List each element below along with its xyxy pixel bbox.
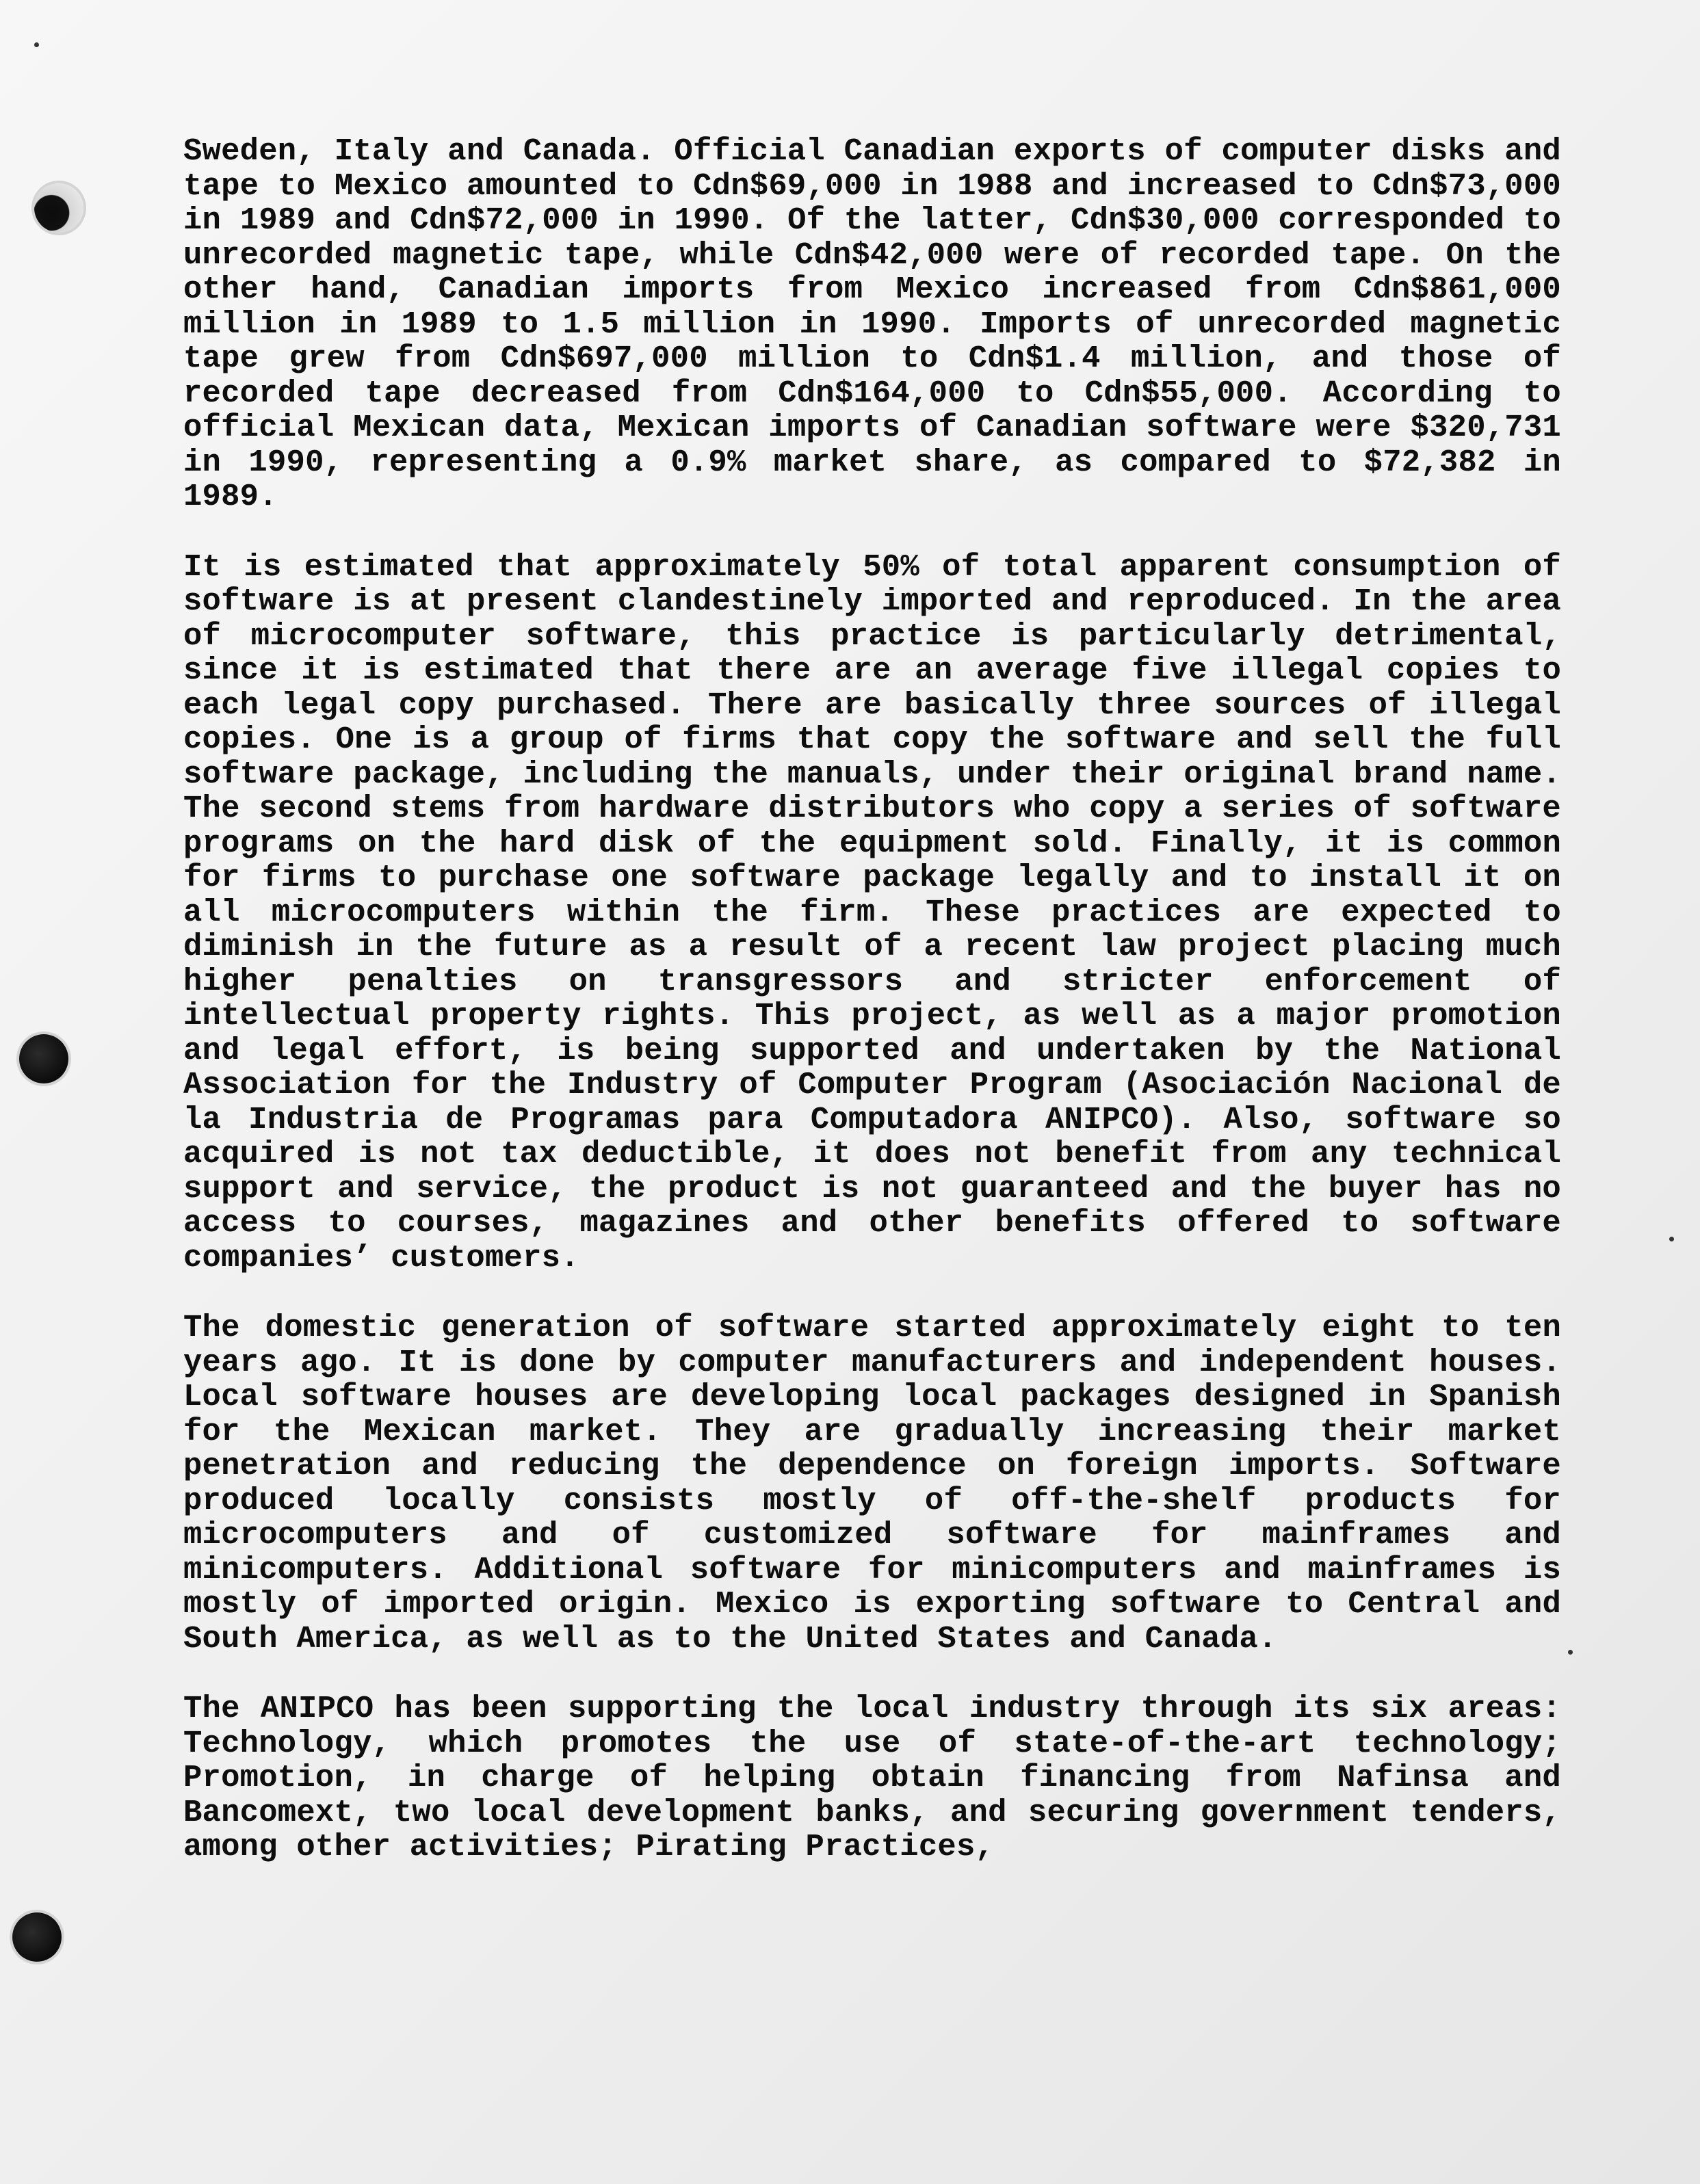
body-text (183, 134, 1561, 1900)
punch-hole-top (34, 183, 83, 233)
paragraph-anipco: The ANIPCO has been supporting the local industry through its six areas: Technology, which promotes the use of state-of-the-art technology; Promotion, in charge of helping obtain financing from Nafinsa and Bancomext, two local development banks, and securing government tenders, among other activities; Pirating Practices, (183, 1691, 1561, 1865)
paragraph-domestic-software: The domestic generation of software started approximately eight to ten years ago. It is done by computer manufacturers and independent houses. Local software houses are developing local packages designed in Spanish for the Mexican market. They are gradually increasing their market penetration and reducing the dependence on foreign imports. Software produced locally consists mostly of off-the-shelf products for microcomputers and of customized software for mainframes and minicomputers. Additional software for minicomputers and mainframes is mostly of imported origin. Mexico is exporting software to Central and South America, as well as to the United States and Canada. (183, 1310, 1561, 1657)
punch-hole-bottom (12, 1912, 62, 1962)
punch-hole-middle (19, 1034, 68, 1083)
scan-speck (1568, 1650, 1573, 1655)
paragraph-software-piracy: It is estimated that approximately 50% of total apparent consumption of software is at present clandestinely imported and reproduced. In the area of microcomputer software, this practice is particularly detrimental, since it is estimated that there are an average five illegal copies to each legal copy purchased. There are basically three sources of illegal copies. One is a group of firms that copy the software and sell the full software package, including the manuals, under their original brand name. The second stems from hardware distributors who copy a series of software programs on the hard disk of the equipment sold. Finally, it is common for firms to purchase one software package legally and to install it on all microcomputers within the firm. These practices are expected to diminish in the future as a result of a recent law project placing much higher penalties on transgressors and stricter enforcement of intellectual property rights. This project, as well as a major promotion and legal effort, is being supported and undertaken by the National Association for the Industry of Computer Program (Asociación Nacional de la Industria de Programas para Computadora ANIPCO). Also, software so acquired is not tax deductible, it does not benefit from any technical support and service, the product is not guaranteed and the buyer has no access to courses, magazines and other benefits offered to software companies’ customers. (183, 549, 1561, 1276)
scan-speck (34, 42, 39, 47)
paragraph-canadian-trade: Sweden, Italy and Canada. Official Canadian exports of computer disks and tape to Mexico amounted to Cdn$69,000 in 1988 and increased to Cdn$73,000 in 1989 and Cdn$72,000 in 1990. Of the latter, Cdn$30,000 corresponded to unrecorded magnetic tape, while Cdn$42,000 were of recorded tape. On the other hand, Canadian imports from Mexico increased from Cdn$861,000 million in 1989 to 1.5 million in 1990. Imports of unrecorded magnetic tape grew from Cdn$697,000 million to Cdn$1.4 million, and those of recorded tape decreased from Cdn$164,000 to Cdn$55,000. According to official Mexican data, Mexican imports of Canadian software were $320,731 in 1990, representing a 0.9% market share, as compared to $72,382 in 1989. (183, 133, 1561, 514)
scan-speck (1669, 1237, 1674, 1241)
